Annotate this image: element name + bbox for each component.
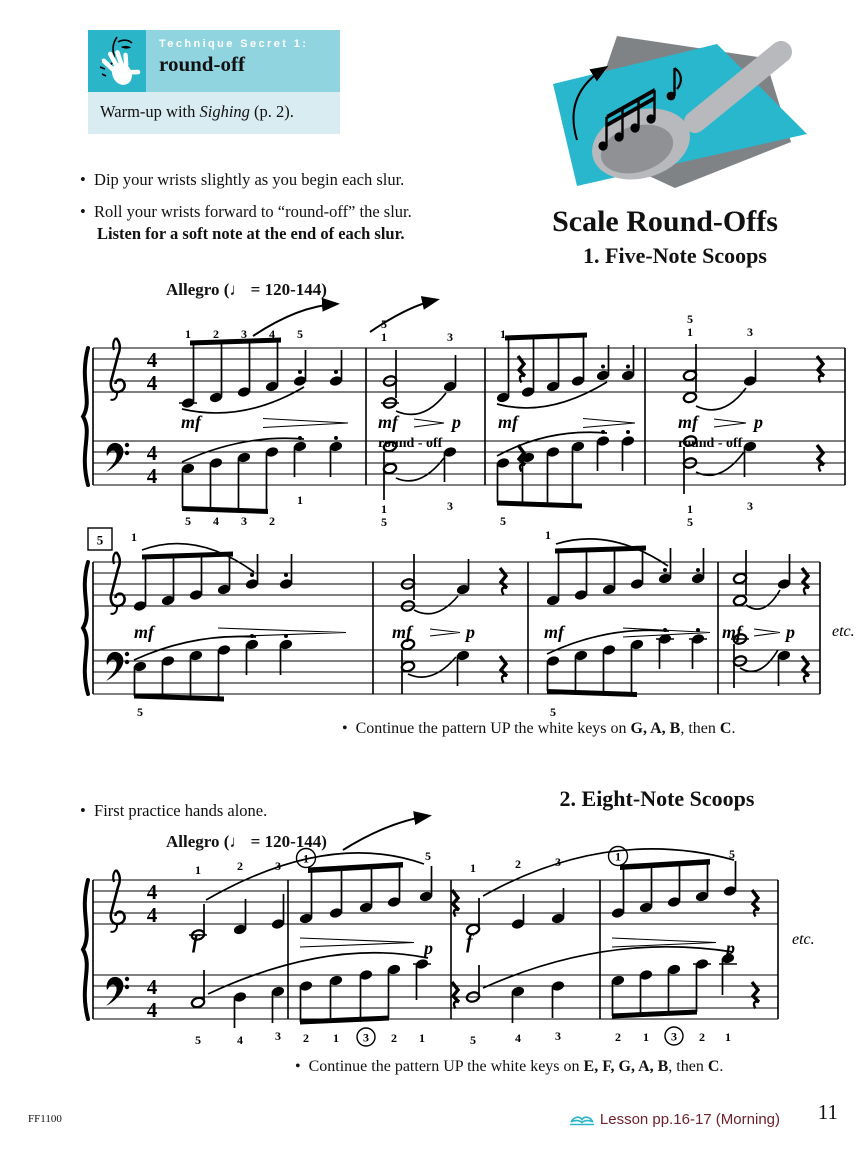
svg-text:5: 5 bbox=[185, 514, 191, 528]
dynamic-mf: mf bbox=[378, 412, 398, 432]
measure-number: 5 bbox=[96, 532, 104, 548]
svg-text:1: 1 bbox=[195, 863, 201, 877]
warmup-page-ref: (p. 2). bbox=[249, 102, 294, 121]
dynamic-mf: mf bbox=[678, 412, 698, 432]
svg-text:4: 4 bbox=[515, 1031, 521, 1045]
roundoff-label: round - off bbox=[378, 436, 443, 451]
sighing-face-icon-art bbox=[88, 30, 146, 92]
dynamic-mf: mf bbox=[181, 412, 201, 432]
svg-text:3: 3 bbox=[747, 325, 753, 339]
svg-text:2: 2 bbox=[213, 327, 219, 341]
dynamic-mf: mf bbox=[392, 622, 412, 642]
svg-text:1: 1 bbox=[687, 502, 693, 516]
grand-staff-brace bbox=[83, 880, 88, 1019]
dynamic-p: p bbox=[754, 412, 763, 432]
svg-text:4: 4 bbox=[146, 464, 158, 488]
section2-title: 2. Eight-Note Scoops bbox=[559, 786, 755, 811]
svg-text:1: 1 bbox=[687, 325, 693, 339]
dynamic-mf: mf bbox=[722, 622, 742, 642]
svg-text:5: 5 bbox=[687, 312, 693, 326]
svg-text:4: 4 bbox=[213, 514, 219, 528]
music-system-3 bbox=[78, 810, 858, 1065]
svg-text:4: 4 bbox=[269, 327, 275, 341]
technique-box-header bbox=[88, 30, 340, 92]
bullet-dip: • Dip your wrists slightly as you begin each slur. bbox=[80, 170, 405, 189]
hairpins bbox=[300, 938, 716, 947]
svg-text:1: 1 bbox=[615, 849, 621, 864]
grand-staff-brace bbox=[83, 562, 88, 694]
svg-text:3: 3 bbox=[555, 855, 561, 869]
catalog-code: FF1100 bbox=[28, 1113, 62, 1125]
technique-title: round-off bbox=[159, 52, 245, 76]
treble-clef-icon bbox=[111, 338, 125, 400]
svg-text:5: 5 bbox=[500, 514, 506, 528]
svg-text:1: 1 bbox=[725, 1030, 731, 1044]
svg-text:1: 1 bbox=[185, 327, 191, 341]
music-system-2 bbox=[78, 526, 858, 731]
svg-text:5: 5 bbox=[381, 515, 387, 529]
technique-box-titles bbox=[146, 30, 340, 92]
svg-text:4: 4 bbox=[146, 975, 158, 999]
treble-voice bbox=[179, 333, 824, 415]
warmup-text: Warm-up with bbox=[100, 102, 200, 121]
svg-text:5: 5 bbox=[195, 1033, 201, 1047]
continue-note-2: • Continue the pattern UP the white keys on E, F, G, A, B, then C. bbox=[295, 1058, 724, 1075]
dynamic-p: p bbox=[452, 412, 461, 432]
svg-text:1: 1 bbox=[381, 502, 387, 516]
dynamic-p: p bbox=[786, 622, 795, 642]
svg-text:1: 1 bbox=[500, 327, 506, 341]
svg-text:1: 1 bbox=[643, 1030, 649, 1044]
dynamic-p: p bbox=[424, 938, 433, 958]
svg-text:3: 3 bbox=[363, 1030, 369, 1045]
svg-text:3: 3 bbox=[447, 499, 453, 513]
dynamic-mf: mf bbox=[498, 412, 518, 432]
bullet-roll: • Roll your wrists forward to “round-off” the slur. bbox=[80, 202, 412, 221]
warmup-piece-name: Sighing bbox=[199, 102, 250, 121]
dynamic-mf: mf bbox=[544, 622, 564, 642]
svg-text:3: 3 bbox=[241, 327, 247, 341]
svg-text:1: 1 bbox=[297, 493, 303, 507]
bass-staff-lines bbox=[93, 650, 820, 694]
svg-text:5: 5 bbox=[687, 515, 693, 529]
warmup-strip bbox=[88, 92, 340, 134]
lesson-reference bbox=[569, 1110, 780, 1128]
svg-text:2: 2 bbox=[391, 1031, 397, 1045]
svg-text:2: 2 bbox=[237, 859, 243, 873]
page-title: Scale Round-Offs bbox=[552, 205, 778, 238]
tempo-marking-1: Allegro (♩ = 120-144) bbox=[166, 280, 327, 299]
svg-text:5: 5 bbox=[381, 317, 387, 331]
fingerings bbox=[185, 312, 753, 529]
svg-text:5: 5 bbox=[137, 705, 143, 719]
svg-text:1: 1 bbox=[545, 528, 551, 542]
bass-clef-icon bbox=[106, 652, 129, 681]
sighing-face-icon bbox=[88, 30, 146, 92]
treble-clef-icon bbox=[111, 870, 125, 932]
svg-text:1: 1 bbox=[131, 530, 137, 544]
svg-text:5: 5 bbox=[297, 327, 303, 341]
music-system-1 bbox=[78, 292, 858, 537]
svg-text:4: 4 bbox=[146, 441, 158, 465]
svg-text:4: 4 bbox=[237, 1033, 243, 1047]
svg-text:2: 2 bbox=[515, 857, 521, 871]
svg-text:2: 2 bbox=[615, 1030, 621, 1044]
svg-text:3: 3 bbox=[275, 1029, 281, 1043]
svg-text:2: 2 bbox=[699, 1030, 705, 1044]
grand-staff-brace bbox=[83, 348, 88, 485]
bass-clef-icon bbox=[106, 443, 129, 472]
page-number: 11 bbox=[817, 1100, 838, 1124]
time-signature: 4 bbox=[146, 880, 158, 904]
etc-label: etc. bbox=[792, 931, 815, 948]
svg-text:4: 4 bbox=[146, 371, 158, 395]
svg-text:5: 5 bbox=[470, 1033, 476, 1047]
bass-clef-icon bbox=[106, 977, 129, 1006]
svg-text:3: 3 bbox=[447, 330, 453, 344]
dynamic-mf: mf bbox=[134, 622, 154, 642]
svg-text:5: 5 bbox=[550, 705, 556, 719]
scoop-gesture-arrow-2 bbox=[370, 300, 436, 332]
svg-text:1: 1 bbox=[333, 1031, 339, 1045]
treble-clef-icon bbox=[111, 552, 125, 614]
svg-text:5: 5 bbox=[729, 847, 735, 861]
tempo-marking-2: Allegro (♩ = 120-144) bbox=[166, 832, 327, 851]
svg-text:3: 3 bbox=[671, 1029, 677, 1044]
scoop-gesture-arrow-1 bbox=[253, 304, 336, 336]
svg-text:1: 1 bbox=[470, 861, 476, 875]
dynamic-f: f bbox=[192, 931, 199, 953]
open-book-icon bbox=[569, 1110, 595, 1128]
svg-text:2: 2 bbox=[269, 514, 275, 528]
svg-text:3: 3 bbox=[241, 514, 247, 528]
roundoff-label: round - off bbox=[678, 436, 743, 451]
technique-secret-box bbox=[88, 30, 340, 134]
svg-text:4: 4 bbox=[146, 903, 158, 927]
svg-text:3: 3 bbox=[747, 499, 753, 513]
svg-text:1: 1 bbox=[381, 330, 387, 344]
svg-text:5: 5 bbox=[425, 849, 431, 863]
svg-text:3: 3 bbox=[275, 859, 281, 873]
treble-voice bbox=[133, 539, 809, 614]
treble-staff-lines bbox=[93, 348, 845, 392]
continue-note-1: • Continue the pattern UP the white keys on G, A, B, then C. bbox=[342, 720, 736, 737]
svg-text:3: 3 bbox=[555, 1029, 561, 1043]
bullet-listen: Listen for a soft note at the end of each slur. bbox=[97, 224, 405, 243]
svg-text:4: 4 bbox=[146, 998, 158, 1022]
etc-label: etc. bbox=[832, 623, 855, 640]
scoop-gesture-arrow bbox=[343, 816, 428, 850]
dynamic-f: f bbox=[466, 931, 473, 953]
lesson-reference-text: Lesson pp.16-17 (Morning) bbox=[599, 1110, 780, 1128]
dynamic-p: p bbox=[466, 622, 475, 642]
time-signature: 4 bbox=[146, 348, 158, 372]
scoop-artwork bbox=[525, 22, 815, 205]
section1-title: 1. Five-Note Scoops bbox=[583, 243, 767, 268]
svg-text:2: 2 bbox=[303, 1031, 309, 1045]
bullet-practice: • First practice hands alone. bbox=[80, 801, 268, 820]
technique-kicker: Technique Secret 1: bbox=[159, 38, 309, 50]
dynamic-p: p bbox=[726, 938, 735, 958]
svg-text:1: 1 bbox=[419, 1031, 425, 1045]
svg-text:1: 1 bbox=[303, 851, 309, 866]
